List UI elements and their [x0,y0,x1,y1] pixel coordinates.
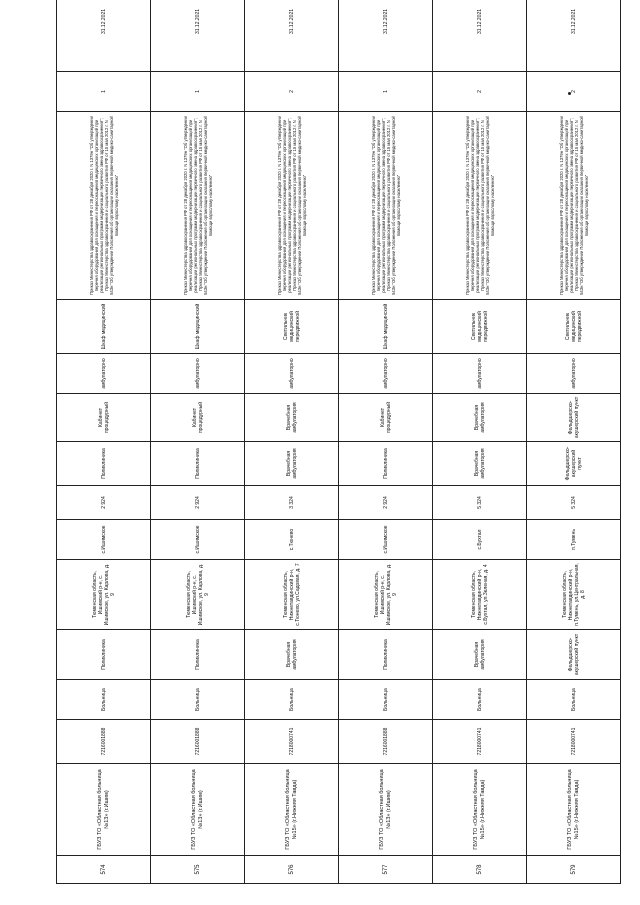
row-number-cell: 578 [433,856,527,884]
subunit-cell: Врачебная амбулатория [245,442,339,486]
org-code-cell: 7216001888 [57,720,151,764]
org-type-cell: Больница [151,680,245,720]
due-date-cell: 31.12.2021 [245,0,339,72]
room-cell: Врачебная амбулатория [245,394,339,442]
address-cell: Тюменская область, Ишимский р-н, с. Ишимское, ул. Карлова, д. 9 [57,560,151,630]
table-row [151,0,245,884]
equipment-name-cell: Шкаф медицинский [339,300,433,354]
table-body [57,0,621,884]
scan-dot [568,92,571,95]
population-cell: 2 924 [57,486,151,520]
legal-basis-cell: Приказ Министерства здравоохранения РФ от 28 декабря 2020 г. N 1379н "Об утверждении перечня оборудования для оснащения и переоснащения медицинских организаций при реализации региональных программ модернизации первичного звена здравоохранения"; Приказ Министерства здравоохранения и социального развития РФ от 15 мая 2012 г. N 543н "Об утверждении Положения об организации оказания первичной медико-санитарной помощи взрослому населению" [245,112,339,300]
settlement-cell: с.Ишимское [57,520,151,560]
settlement-cell: с.Тюнево [245,520,339,560]
quantity-cell: 1 [57,72,151,112]
row-number-cell: 579 [527,856,621,884]
organization-name-cell: ГБУЗ ТО «Областная больница №15» (г.Нижняя Тавда) [245,764,339,856]
room-cell: Фельдшерско-акушерский пункт [527,394,621,442]
quantity-cell: 1 [151,72,245,112]
org-type-cell: Больница [57,680,151,720]
row-number-cell: 574 [57,856,151,884]
address-cell: Тюменская область, Ишимский р-н, с. Ишимское, ул. Карлова, д. 9 [151,560,245,630]
subunit-cell: Поликлиника [339,442,433,486]
address-cell: Тюменская область, Нижнетавдинский р-н, с.Тюнево, ул.Садовая, д. 7 [245,560,339,630]
legal-basis-cell: Приказ Министерства здравоохранения РФ от 28 декабря 2020 г. N 1379н "Об утверждении перечня оборудования для оснащения и переоснащения медицинских организаций при реализации региональных программ модернизации первичного звена здравоохранения"; Приказ Министерства здравоохранения и социального развития РФ от 15 мая 2012 г. N 543н "Об утверждении Положения об организации оказания первичной медико-санитарной помощи взрослому населению" [339,112,433,300]
row-number-cell: 576 [245,856,339,884]
settlement-cell: с.Ишимское [339,520,433,560]
settlement-cell: п.Тумень [527,520,621,560]
quantity-cell: 1 [339,72,433,112]
org-code-cell: 7216001888 [339,720,433,764]
equipment-table [56,0,621,884]
organization-name-cell: ГБУЗ ТО «Областная больница №13» (г.Ишим) [339,764,433,856]
room-cell: Кабинет процедурный [339,394,433,442]
equipment-name-cell: Шкаф медицинский [57,300,151,354]
due-date-cell: 31.12.2021 [151,0,245,72]
equipment-name-cell: Светильник медицинский передвижной [527,300,621,354]
address-cell: Тюменская область, Нижнетавдинский р-н, с.Бухтал, ул.Зеленая, д. 4 [433,560,527,630]
due-date-cell: 31.12.2021 [57,0,151,72]
settlement-cell: с.Бухтал [433,520,527,560]
organization-name-cell: ГБУЗ ТО «Областная больница №13» (г.Ишим) [151,764,245,856]
care-condition-cell: амбулаторно [339,354,433,394]
address-cell: Тюменская область, Ишимский р-н, с. Ишимское, ул. Карлова, д. 9 [339,560,433,630]
org-code-cell: 7216001888 [151,720,245,764]
row-number-cell: 575 [151,856,245,884]
organization-name-cell: ГБУЗ ТО «Областная больница №13» (г.Ишим) [57,764,151,856]
due-date-cell: 31.12.2021 [433,0,527,72]
population-cell: 5 324 [433,486,527,520]
population-cell: 3 324 [245,486,339,520]
quantity-cell: 2 [527,72,621,112]
structural-unit-cell: Врачебная амбулатория [433,630,527,680]
room-cell: Кабинет процедурный [151,394,245,442]
structural-unit-cell: Поликлиника [151,630,245,680]
care-condition-cell: амбулаторно [527,354,621,394]
org-type-cell: Больница [339,680,433,720]
equipment-name-cell: Светильник медицинский передвижной [433,300,527,354]
care-condition-cell: амбулаторно [433,354,527,394]
subunit-cell: Фельдшерско-акушерский пункт [527,442,621,486]
table-row [245,0,339,884]
org-type-cell: Больница [527,680,621,720]
population-cell: 5 324 [527,486,621,520]
table-row [433,0,527,884]
legal-basis-cell: Приказ Министерства здравоохранения РФ от 28 декабря 2020 г. N 1379н "Об утверждении перечня оборудования для оснащения и переоснащения медицинских организаций при реализации региональных программ модернизации первичного звена здравоохранения"; Приказ Министерства здравоохранения и социального развития РФ от 15 мая 2012 г. N 543н "Об утверждении Положения об организации оказания первичной медико-санитарной помощи взрослому населению" [151,112,245,300]
care-condition-cell: амбулаторно [245,354,339,394]
row-number-cell: 577 [339,856,433,884]
legal-basis-cell: Приказ Министерства здравоохранения РФ от 28 декабря 2020 г. N 1379н "Об утверждении перечня оборудования для оснащения и переоснащения медицинских организаций при реализации региональных программ модернизации первичного звена здравоохранения"; Приказ Министерства здравоохранения и социального развития РФ от 15 мая 2012 г. N 543н "Об утверждении Положения об организации оказания первичной медико-санитарной помощи взрослому населению" [527,112,621,300]
quantity-cell: 2 [245,72,339,112]
room-cell: Врачебная амбулатория [433,394,527,442]
organization-name-cell: ГБУЗ ТО «Областная больница №15» (г.Нижняя Тавда) [433,764,527,856]
structural-unit-cell: Поликлиника [339,630,433,680]
quantity-cell: 2 [433,72,527,112]
legal-basis-cell: Приказ Министерства здравоохранения РФ от 28 декабря 2020 г. N 1379н "Об утверждении перечня оборудования для оснащения и переоснащения медицинских организаций при реализации региональных программ модернизации первичного звена здравоохранения"; Приказ Министерства здравоохранения и социального развития РФ от 15 мая 2012 г. N 543н "Об утверждении Положения об организации оказания первичной медико-санитарной помощи взрослому населению" [57,112,151,300]
subunit-cell: Врачебная амбулатория [433,442,527,486]
equipment-name-cell: Шкаф медицинский [151,300,245,354]
table-row [57,0,151,884]
org-code-cell: 7218000741 [433,720,527,764]
legal-basis-cell: Приказ Министерства здравоохранения РФ от 28 декабря 2020 г. N 1379н "Об утверждении перечня оборудования для оснащения и переоснащения медицинских организаций при реализации региональных программ модернизации первичного звена здравоохранения"; Приказ Министерства здравоохранения и социального развития РФ от 15 мая 2012 г. N 543н "Об утверждении Положения об организации оказания первичной медико-санитарной помощи взрослому населению" [433,112,527,300]
care-condition-cell: амбулаторно [151,354,245,394]
structural-unit-cell: Поликлиника [57,630,151,680]
table-row [339,0,433,884]
organization-name-cell: ГБУЗ ТО «Областная больница №15» (г.Нижняя Тавда) [527,764,621,856]
population-cell: 2 924 [151,486,245,520]
org-type-cell: Больница [433,680,527,720]
care-condition-cell: амбулаторно [57,354,151,394]
subunit-cell: Поликлиника [151,442,245,486]
population-cell: 2 924 [339,486,433,520]
rotated-table-wrapper [56,8,620,884]
equipment-name-cell: Светильник медицинский передвижной [245,300,339,354]
subunit-cell: Поликлиника [57,442,151,486]
org-code-cell: 7218000741 [245,720,339,764]
structural-unit-cell: Врачебная амбулатория [245,630,339,680]
structural-unit-cell: Фельдшерско-акушерский пункт [527,630,621,680]
table-row [527,0,621,884]
org-type-cell: Больница [245,680,339,720]
scanned-page [56,8,620,884]
address-cell: Тюменская область, Нижнетавдинский р-н, п.Тумень, ул.Центральная, д. 8 [527,560,621,630]
settlement-cell: с.Ишимское [151,520,245,560]
due-date-cell: 31.12.2021 [339,0,433,72]
due-date-cell: 31.12.2021 [527,0,621,72]
org-code-cell: 7218000741 [527,720,621,764]
room-cell: Кабинет процедурный [57,394,151,442]
